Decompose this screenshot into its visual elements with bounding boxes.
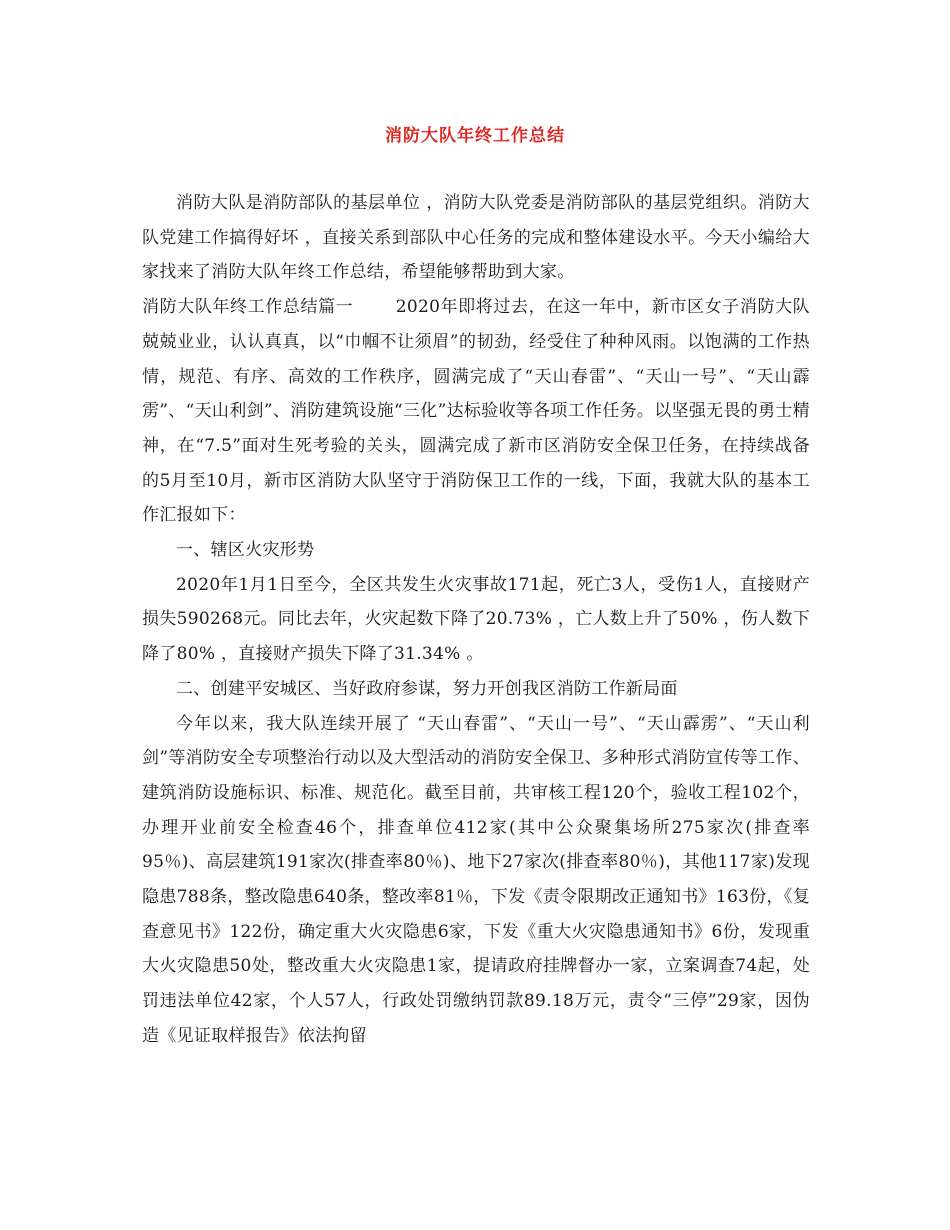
document-title: 消防大队年终工作总结 bbox=[385, 126, 565, 146]
intro-paragraph: 消防大队是消防部队的基层单位 ，消防大队党委是消防部队的基层党组织。消防大队党建工作搞得好坏 ，直接关系到部队中心任务的完成和整体建设水平。今天小编给大家找来了消防大队年终工作总结，希望能够帮助到大家。 bbox=[142, 193, 810, 283]
article-one-paragraph bbox=[142, 290, 810, 533]
section-one-heading: 一、辖区火灾形势 bbox=[176, 540, 315, 561]
section-two-body: 今年以来，我大队连续开展了 “天山春雷”、“天山一号”、“天山霹雳”、“天山利剑”等消防安全专项整治行动以及大型活动的消防安全保卫、多种形式消防宣传等工作、建筑消防设施标识、标准、规范化。截至目前，共审核工程120个，验收工程102个，办理开业前安全检查46个，排查单位412家(其中公众聚集场所275家次(排查率95％)、高层建筑191家次(排查率80％)、地下27家次(排查率80％)，其他117家)发现隐患788条，整改隐患640条，整改率81％，下发《责令限期改正通知书》163份，《复查意见书》122份，确定重大火灾隐患6家，下发《重大火灾隐患通知书》6份，发现重大火灾隐患50处，整改重大火灾隐患1家，提请政府挂牌督办一家，立案调查74起，处罚违法单位42家，个人57人，行政处罚缴纳罚款89.18万元，责令“三停”29家，因伪造《见证取样报告》依法拘留 bbox=[142, 713, 810, 1046]
section-one-body: 2020年1月1日至今，全区共发生火灾事故171起，死亡3人，受伤1人，直接财产损失590268元。同比去年，火灾起数下降了20.73% ，亡人数上升了50% ，伤人数下降了80% ，直接财产损失下降了31.34% 。 bbox=[142, 574, 810, 665]
article-one-body: 2020年即将过去，在这一年中，新市区女子消防大队兢兢业业，认认真真，以“巾帼不让须眉”的韧劲，经受住了种种风雨。以饱满的工作热情，规范、有序、高效的工作秩序，圆满完成了“天山春雷”、“天山一号”、“天山霹雳”、“天山利剑”、消防建筑设施“三化”达标验收等各项工作任务。以坚强无畏的勇士精神，在“7.5”面对生死考验的关头，圆满完成了新市区消防安全保卫任务，在持续战备的5月至10月，新市区消防大队坚守于消防保卫工作的一线，下面，我就大队的基本工作汇报如下： bbox=[142, 297, 810, 526]
section-two-heading: 二、创建平安城区、当好政府参谋，努力开创我区消防工作新局面 bbox=[176, 678, 678, 699]
article-one-heading: 消防大队年终工作总结篇一 bbox=[142, 297, 354, 318]
document-body bbox=[142, 186, 810, 1054]
